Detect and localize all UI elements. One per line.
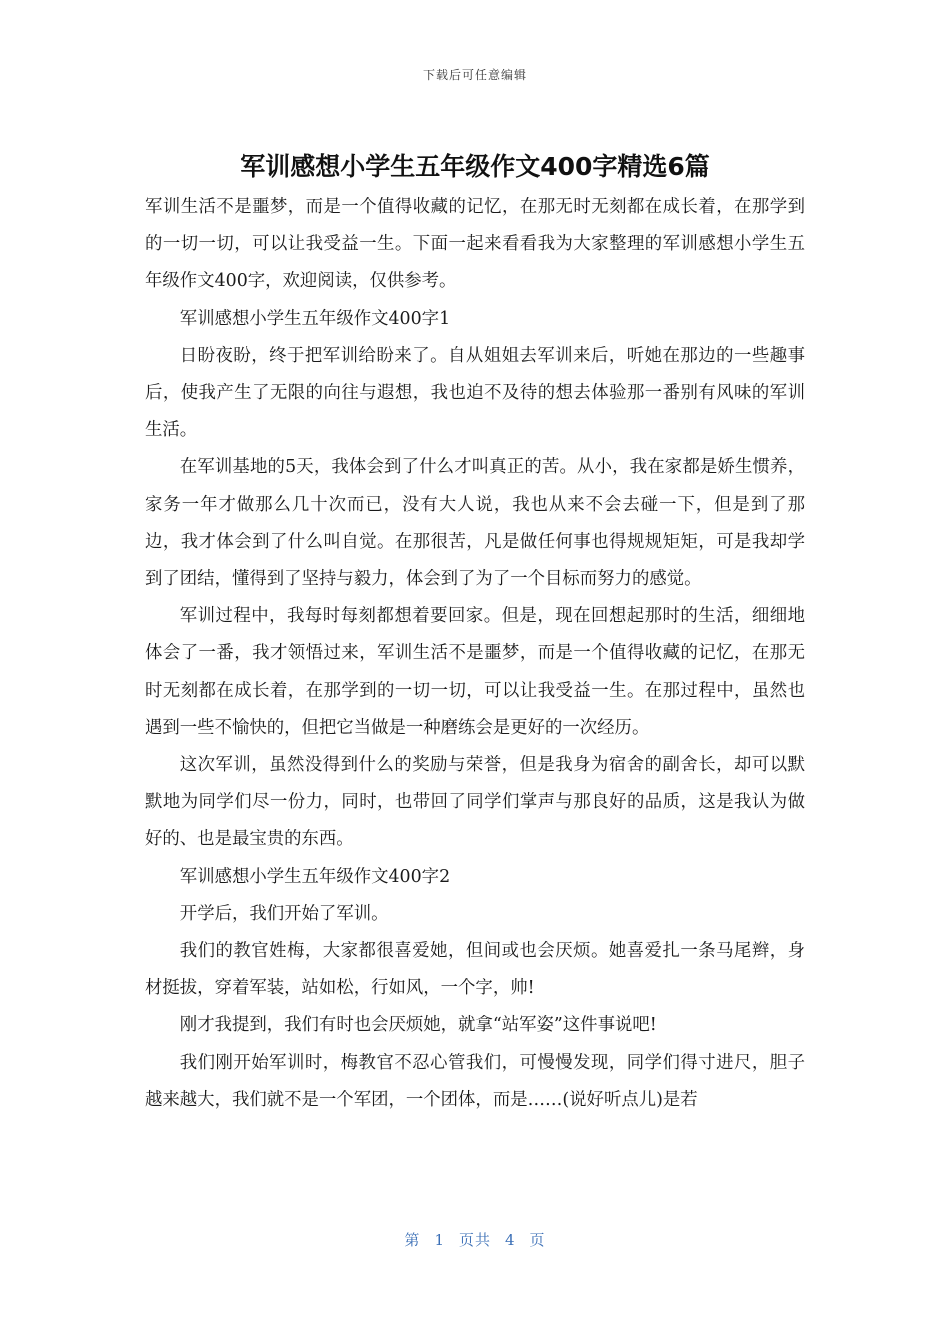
document-title: 军训感想小学生五年级作文400字精选6篇 xyxy=(240,152,710,181)
footer-label-end: 页 xyxy=(529,1231,546,1249)
footer-current-page: 1 xyxy=(434,1231,445,1249)
body-paragraph: 我们的教官姓梅，大家都很喜爱她，但间或也会厌烦。她喜爱扎一条马尾辫，身材挺拔，穿着军装，站如松，行如风，一个字，帅! xyxy=(145,941,805,999)
footer-label-of: 页共 xyxy=(458,1231,491,1249)
body-paragraph: 日盼夜盼，终于把军训给盼来了。自从姐姐去军训来后，听她在那边的一些趣事后，使我产生了无限的向往与遐想，我也迫不及待的想去体验那一番别有风味的军训生活。 xyxy=(145,345,805,441)
footer-total-pages: 4 xyxy=(505,1231,516,1249)
body-paragraph: 在军训基地的5天，我体会到了什么才叫真正的苦。从小，我在家都是娇生惯养，家务一年才做那么几十次而已，没有大人说，我也从来不会去碰一下，但是到了那边，我才体会到了什么叫自觉。在那很苦，凡是做任何事也得规规矩矩，可是我却学到了团结，懂得到了坚持与毅力，体会到了为了一个目标而努力的感觉。 xyxy=(145,457,805,590)
body-paragraph: 开学后，我们开始了军训。 xyxy=(179,903,389,924)
page-footer xyxy=(0,1229,950,1250)
body-paragraph: 这次军训，虽然没得到什么的奖励与荣誉，但是我身为宿舍的副舍长，却可以默默地为同学们尽一份力，同时，也带回了同学们掌声与那良好的品质，这是我认为做好的、也是最宝贵的东西。 xyxy=(145,755,805,850)
section-heading-1: 军训感想小学生五年级作文400字1 xyxy=(179,308,451,329)
intro-paragraph: 军训生活不是噩梦，而是一个值得收藏的记忆，在那无时无刻都在成长着，在那学到的一切一切，可以让我受益一生。下面一起来看看我为大家整理的军训感想小学生五年级作文400字，欢迎阅读，仅供参考。 xyxy=(145,197,805,292)
body-paragraph: 刚才我提到，我们有时也会厌烦她，就拿“站军姿”这件事说吧! xyxy=(179,1015,657,1036)
body-paragraph: 军训过程中，我每时每刻都想着要回家。但是，现在回想起那时的生活，细细地体会了一番，我才领悟过来，军训生活不是噩梦，而是一个值得收藏的记忆，在那无时无刻都在成长着，在那学到的一切一切，可以让我受益一生。在那过程中，虽然也遇到一些不愉快的，但把它当做是一种磨练会是更好的一次经历。 xyxy=(145,606,805,738)
body-paragraph: 我们刚开始军训时，梅教官不忍心管我们，可慢慢发现，同学们得寸进尺，胆子越来越大，我们就不是一个军团，一个团体，而是……(说好听点儿)是若 xyxy=(145,1052,805,1110)
footer-label-page: 第 xyxy=(404,1231,421,1249)
document-body xyxy=(145,189,805,1119)
page-header: 下载后可任意编辑 xyxy=(422,68,527,82)
section-heading-2: 军训感想小学生五年级作文400字2 xyxy=(179,866,451,887)
